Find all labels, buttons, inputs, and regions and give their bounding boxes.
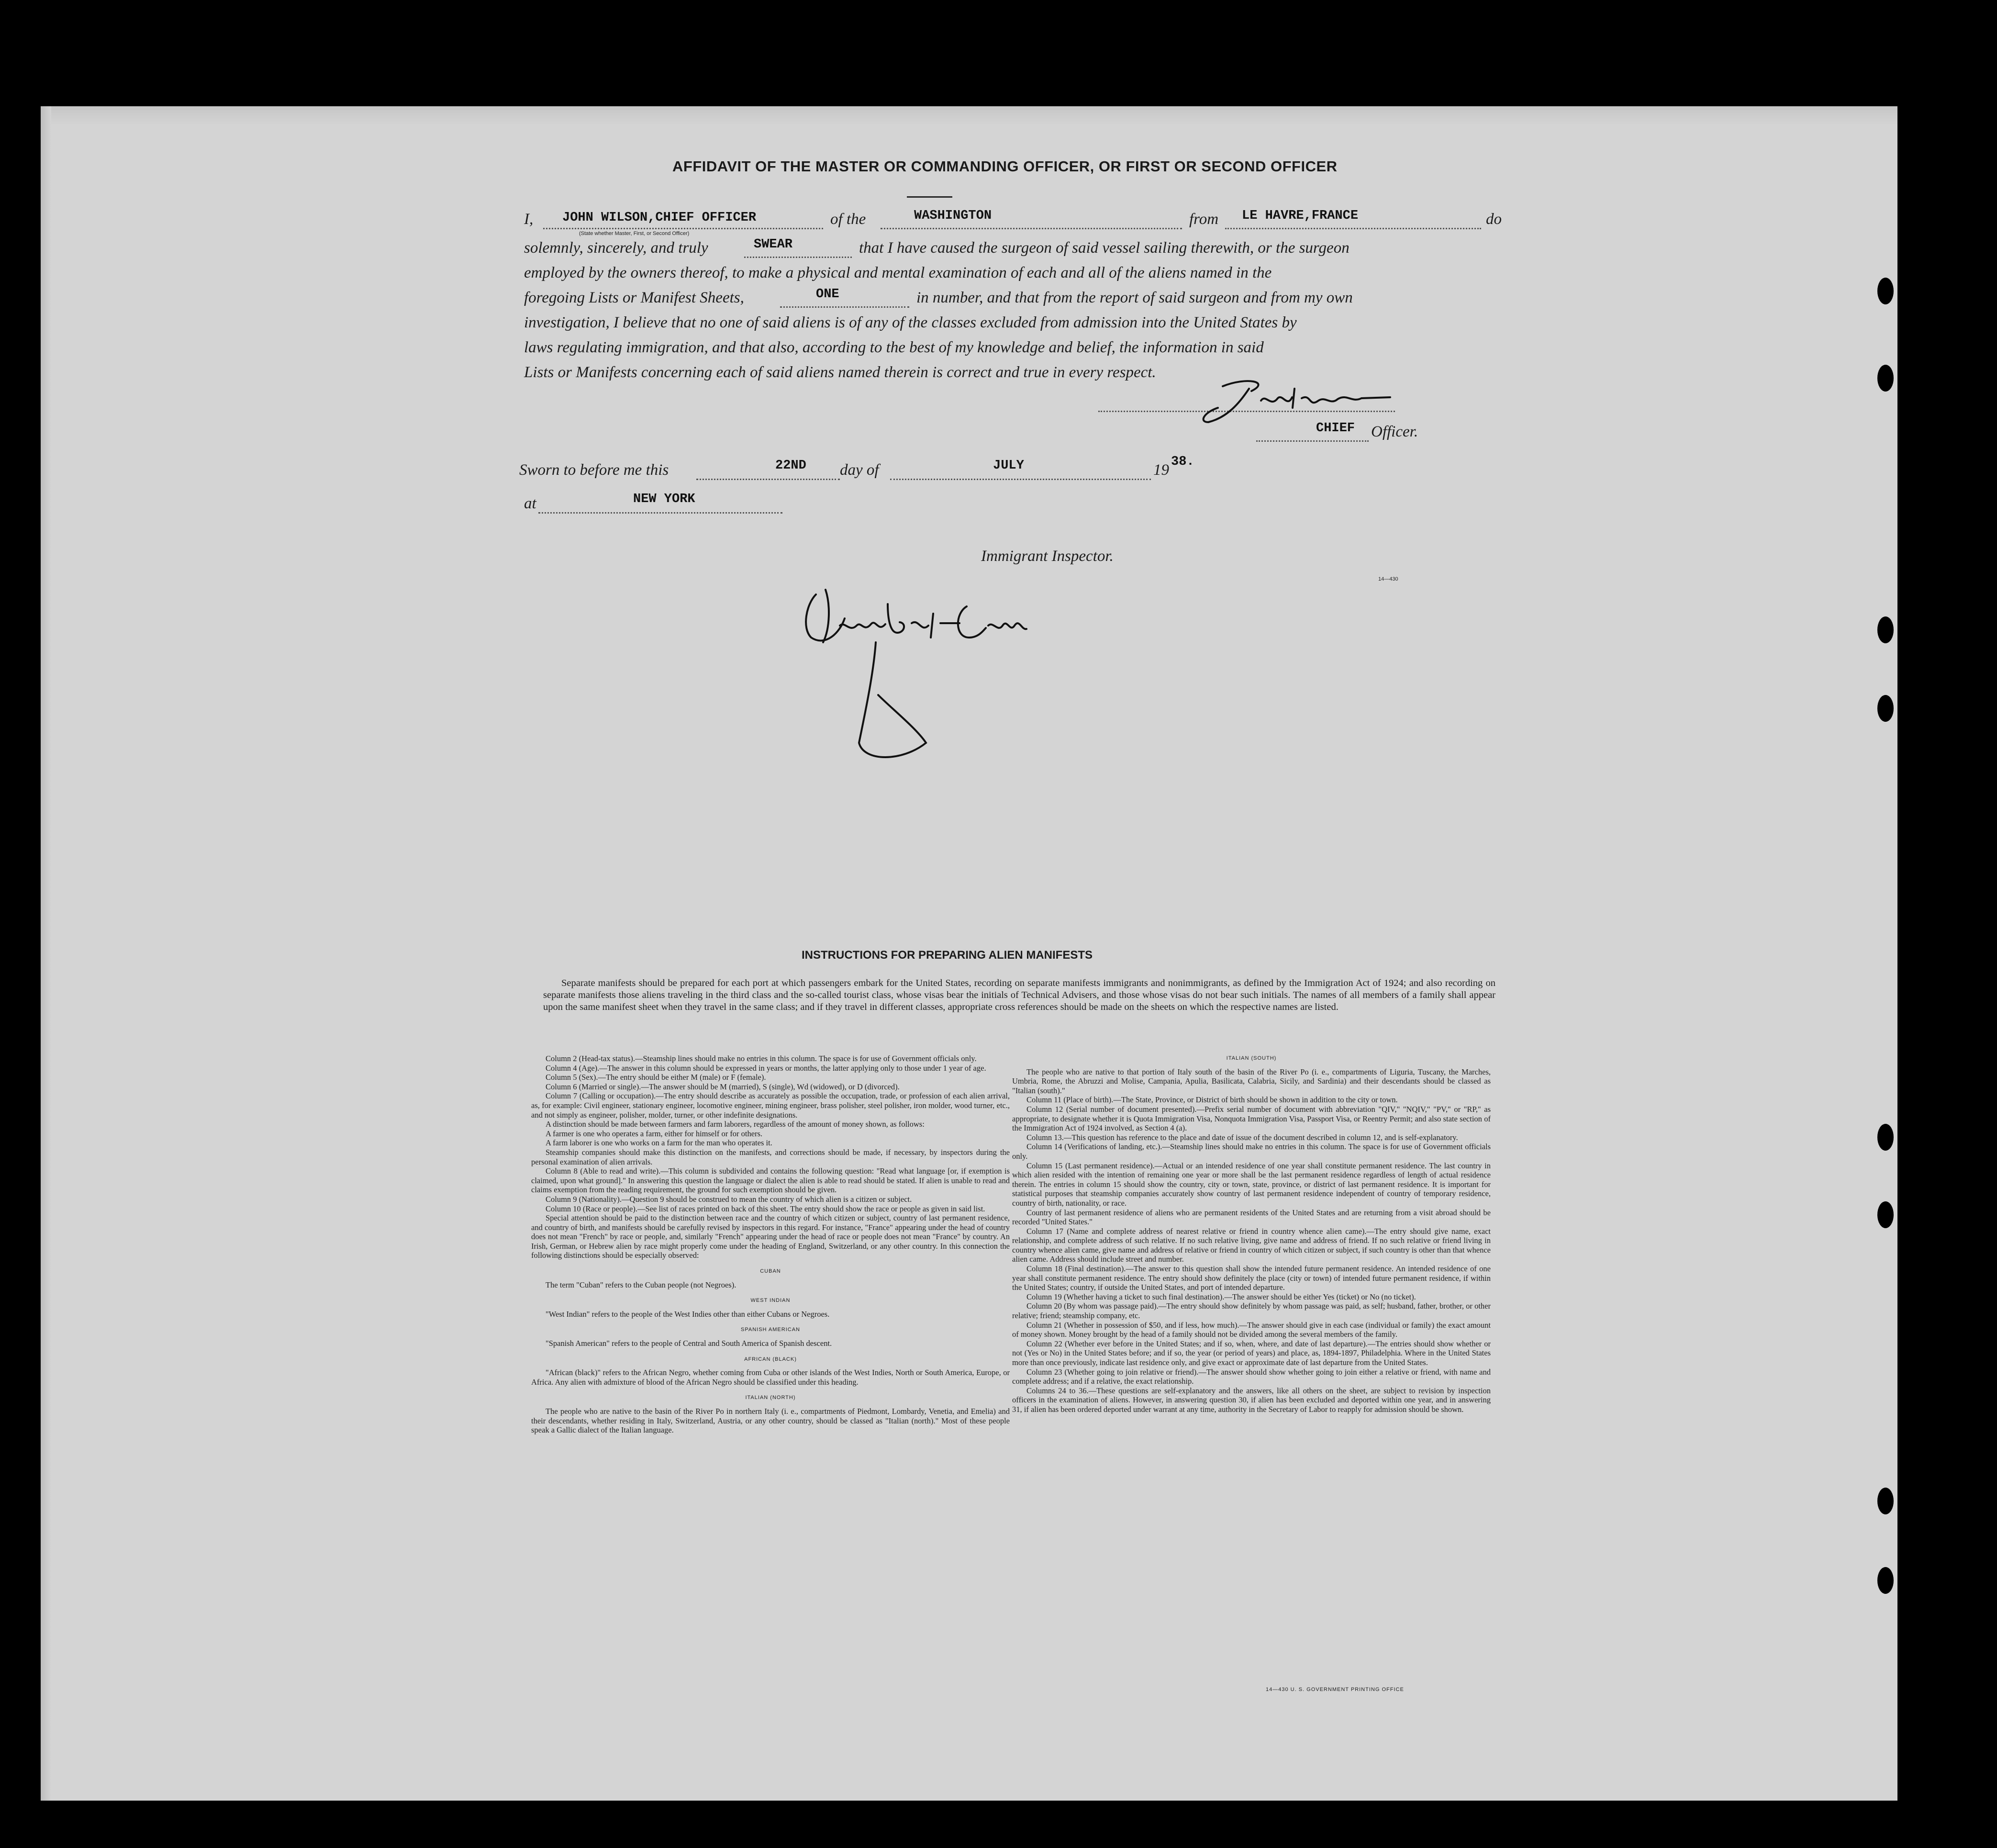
binder-hole — [1877, 1124, 1894, 1151]
section-heading-spanish-american: SPANISH AMERICAN — [741, 1327, 800, 1333]
year-prefix: 19 — [1153, 461, 1169, 479]
instruction-paragraph: Column 21 (Whether in possession of $50, and if less, how much).—The answer should give in each case (individual or family) the exact amount of money shown. Money brought by the head of a family should not be divided among the several members of the family. — [1012, 1320, 1491, 1339]
affidavit-line-3: employed by the owners thereof, to make a physical and mental examination of each and all of the aliens named in the — [524, 264, 1272, 281]
officer-signature — [1151, 374, 1395, 427]
officer-name-dots — [543, 228, 823, 229]
sworn-text-a: Sworn to before me this — [519, 461, 669, 479]
sworn-day-dots — [696, 479, 840, 480]
affidavit-line-1 — [524, 209, 1502, 236]
section-text-spanish-american: "Spanish American" refers to the people of Central and South America of Spanish descent. — [546, 1339, 832, 1348]
instruction-paragraph: Column 8 (Able to read and write).—This column is subdivided and contains the following question: "Read what language [or, if exemption is claimed, upon what ground]." In answering this question the language or dialect the alien is able to read should be stated. If alien is unable to read and claims exemption from the reading requirement, the ground for such exemption should be given. — [531, 1166, 1010, 1195]
instruction-paragraph: Column 19 (Whether having a ticket to such final destination).—The answer should be either Yes (ticket) or No (no ticket). — [1026, 1292, 1416, 1301]
instruction-paragraph: Column 20 (By whom was passage paid).—The entry should show definitely by whom passage was paid, as self; husband, father, brother, or other relative; friend; steamship company, etc. — [1012, 1301, 1491, 1321]
section-text-cuban: The term "Cuban" refers to the Cuban people (not Negroes). — [546, 1280, 736, 1289]
section-heading-cuban: CUBAN — [760, 1268, 781, 1275]
vessel-value: WASHINGTON — [914, 209, 992, 223]
rank-dots — [1256, 440, 1369, 442]
instructions-title: INSTRUCTIONS FOR PREPARING ALIEN MANIFESTS — [802, 949, 1093, 962]
year-suffix: 38. — [1171, 455, 1194, 469]
sheets-value: ONE — [816, 287, 839, 302]
binder-hole — [1877, 1567, 1894, 1594]
at-line — [524, 492, 695, 513]
officer-note: (State whether Master, First, or Second Officer) — [579, 231, 690, 236]
binder-hole — [1877, 365, 1894, 392]
affidavit-line-7: Lists or Manifests concerning each of said aliens named therein is correct and true in every respect. — [524, 364, 1156, 381]
form-code-mid: 14—430 — [1378, 576, 1398, 582]
paper-top-edge — [41, 106, 1897, 125]
instruction-paragraph: Column 17 (Name and complete address of nearest relative or friend in country whence alien came).—The entry should give name, exact relationship, and complete address of such relative. If no such relative living, give name and address of friend. If no such relative or friend living in country whence alien came, give name and address of relative or friend in country of which citizen or subject, if such country is other than that whence alien came. Address should include street and number. — [1012, 1226, 1491, 1264]
instructions-left-column — [531, 1054, 1010, 1435]
instruction-paragraph: Column 11 (Place of birth).—The State, Province, or District of birth should be shown in addition to the city or town. — [1026, 1095, 1398, 1105]
binder-hole — [1877, 616, 1894, 643]
affidavit-text-in-number: in number, and that from the report of said surgeon and from my own — [916, 289, 1353, 306]
sworn-month-dots — [890, 479, 1151, 480]
binder-hole — [1877, 1488, 1894, 1514]
instruction-paragraph: Column 23 (Whether going to join relative or friend).—The answer should show whether going to join either a relative or friend, with name and complete address; and if a relative, the exact relationship. — [1012, 1367, 1491, 1386]
instruction-paragraph: Column 4 (Age).—The answer in this column should be expressed in years or months, the latter applying only to those under 1 year of age. — [546, 1063, 986, 1073]
at-label: at — [524, 495, 536, 512]
at-place-value: NEW YORK — [633, 492, 695, 506]
affidavit-line-2 — [524, 237, 1350, 257]
affidavit-text-of-the: of the — [830, 211, 866, 228]
section-text-italian-north: The people who are native to the basin of the River Po in northern Italy (i. e., compartments of Piedmont, Lombardy, Venetia, and Emelia) and their descendants, whether residing in Italy, Switzerland, Austria, or any other country, should be classed as "Italian (north)." Most of these people speak a Gallic dialect of the Italian language. — [531, 1407, 1010, 1435]
rank-value: CHIEF — [1316, 421, 1355, 436]
port-value: LE HAVRE,FRANCE — [1242, 209, 1359, 223]
printing-office-footer: 14—430 U. S. GOVERNMENT PRINTING OFFICE — [1266, 1687, 1404, 1692]
instructions-right-column — [1012, 1054, 1491, 1414]
inspector-label: Immigrant Inspector. — [981, 548, 1114, 565]
officer-suffix: Officer. — [1371, 423, 1418, 440]
instruction-paragraph: Column 10 (Race or people).—See list of races printed on back of this sheet. The entry should show the race or people as given in said list. — [546, 1204, 985, 1213]
instruction-paragraph: Column 6 (Married or single).—The answer should be M (married), S (single), Wd (widowed), or D (divorced). — [546, 1082, 900, 1091]
affidavit-title: AFFIDAVIT OF THE MASTER OR COMMANDING OFFICER, OR FIRST OR SECOND OFFICER — [672, 158, 1338, 175]
instruction-paragraph: Country of last permanent residence of aliens who are permanent residents of the United States and are returning from a visit abroad should be recorded "United States." — [1012, 1208, 1491, 1227]
section-text-west-indian: "West Indian" refers to the people of the West Indies other than either Cubans or Negroes. — [546, 1309, 830, 1319]
affidavit-text-surgeon: that I have caused the surgeon of said vessel sailing therewith, or the surgeon — [859, 239, 1350, 257]
instruction-paragraph: Steamship companies should make this distinction on the manifests, and corrections should be made, if necessary, by inspectors during the personal examination of alien arrivals. — [531, 1147, 1010, 1166]
instruction-paragraph: A farmer is one who operates a farm, either for himself or for others. — [546, 1129, 763, 1138]
section-heading-italian-south: ITALIAN (SOUTH) — [1226, 1055, 1277, 1061]
affidavit-text-do: do — [1486, 211, 1502, 228]
oath-value: SWEAR — [754, 237, 793, 252]
affidavit-text-from: from — [1189, 211, 1219, 228]
affidavit-text-foregoing: foregoing Lists or Manifest Sheets, — [524, 289, 744, 306]
affidavit-line-5: investigation, I believe that no one of said aliens is of any of the classes excluded from admission into the United States by — [524, 314, 1297, 331]
inspector-signature — [797, 585, 1074, 767]
section-text-african: "African (black)" refers to the African Negro, whether coming from Cuba or other islands of the West Indies, North or South America, Europe, or Africa. Any alien with admixture of blood of the African Negro should be classified under this heading. — [531, 1368, 1010, 1387]
instruction-paragraph: Column 13.—This question has reference to the place and date of issue of the document described in column 12, and is self-explanatory. — [1026, 1132, 1458, 1142]
affidavit-text-i: I, — [524, 211, 534, 228]
binder-hole — [1877, 695, 1894, 722]
instruction-paragraph: Column 5 (Sex).—The entry should be either M (male) or F (female). — [546, 1073, 766, 1082]
port-dots — [1225, 228, 1481, 229]
affidavit-text-solemnly: solemnly, sincerely, and truly — [524, 239, 708, 257]
title-rule — [907, 196, 952, 198]
instruction-paragraph: Column 14 (Verifications of landing, etc.).—Steamship lines should make no entries in this column. The space is for use of Government officials only. — [1012, 1142, 1491, 1161]
sworn-month-value: JULY — [993, 459, 1024, 473]
at-place-dots — [538, 512, 782, 514]
binder-hole — [1877, 278, 1894, 304]
instruction-paragraph: Column 22 (Whether ever before in the United States; and if so, when, where, and date of last departure).—The entries should show whether or not (Yes or No) in the United States before; and if so, the year (or period of years) and place, as, 1894-1897, Philadelphia. Where in the United States more than once previously, indicate last residence only, and give exact or approximate date of last departure from the United States. — [1012, 1339, 1491, 1367]
affidavit-line-4 — [524, 287, 1353, 307]
instruction-paragraph: Columns 24 to 36.—These questions are self-explanatory and the answers, like all others on the sheet, are subject to revision by inspection officers in the examination of aliens. However, in answering question 30, if alien has been excluded and deported within one year, and in answering 31, if alien has been ordered deported under warrant at any time, authority in the Secretary of Labor to reapply for admission should be shown. — [1012, 1386, 1491, 1414]
paper-left-edge — [41, 106, 51, 1801]
oath-dots — [744, 257, 852, 258]
section-heading-african: AFRICAN (BLACK) — [744, 1356, 797, 1362]
instruction-paragraph: Column 2 (Head-tax status).—Steamship lines should make no entries in this column. The space is for use of Government officials only. — [546, 1054, 977, 1063]
instruction-paragraph: Column 18 (Final destination).—The answer to this question shall show the intended future permanent residence. An intended residence of one year shall constitute permanent residence. The entry should show definitely the place (city or town) of intended future permanent residence, if within the United States; country, if outside the United States, and port of intended departure. — [1012, 1264, 1491, 1292]
instructions-intro: Separate manifests should be prepared for each port at which passengers embark for the United States, recording on separate manifests immigrants and nonimmigrants, as defined by the Immigration Act of 1924; and also recording on separate manifests those aliens traveling in the third class and the so-called tourist class, whose visas bear the initials of Technical Advisers, and those whose visas do not bear such initials. The names of all members of a family shall appear upon the same manifest sheet when they travel in the same class; and if they travel in different classes, appropriate cross references should be made on the sheets on which the respective names are listed. — [543, 978, 1495, 1012]
vessel-dots — [881, 228, 1182, 229]
sworn-day-value: 22ND — [775, 459, 806, 473]
instruction-paragraph: Column 15 (Last permanent residence).—Actual or an intended residence of one year shall constitute permanent residence. The last country in which alien resided with the intention of remaining one year or more shall be the last permanent residence regardless of length of actual residence therein. The entries in column 15 should show the country, city or town, state, province, or district of last permanent residence. It is important for statistical purposes that steamship companies accurately show country of last permanent residence independent of country of temporary residence, country of birth, nationality, or race. — [1012, 1161, 1491, 1208]
binder-hole — [1877, 1201, 1894, 1228]
sheets-dots — [780, 306, 909, 308]
sworn-text-day-of: day of — [840, 461, 879, 479]
instruction-paragraph: Column 9 (Nationality).—Question 9 should be construed to mean the country of which alien is a citizen or subject. — [546, 1194, 912, 1204]
instruction-paragraph: A farm laborer is one who works on a farm for the man who operates it. — [546, 1138, 772, 1148]
affidavit-line-6: laws regulating immigration, and that also, according to the best of my knowledge and belief, the information in said — [524, 339, 1264, 356]
section-heading-west-indian: WEST INDIAN — [750, 1298, 791, 1304]
section-heading-italian-north: ITALIAN (NORTH) — [745, 1395, 796, 1401]
instruction-paragraph: Special attention should be paid to the distinction between race and the country of which citizen or subject, country of last permanent residence, and country of birth, and manifests should be carefully revised by inspectors in this regard. For instance, "France" appearing under the head of country does not mean "French" by race or people, and, similarly "French" appearing under the head of race or people does not mean "France" by country. An Irish, German, or Hebrew alien by race might properly come under the heading of England, Switzerland, or any other country. In this connection the following distinctions should be especially observed: — [531, 1213, 1010, 1260]
instruction-paragraph: The people who are native to that portion of Italy south of the basin of the River Po (i. e., compartments of Liguria, Tuscany, the Marches, Umbria, Rome, the Abruzzi and Molise, Campania, Apulia, Basilicata, Calabria, Sicily, and Sardinia) and their descendants should be classed as "Italian (south)." — [1012, 1067, 1491, 1095]
instruction-paragraph: A distinction should be made between farmers and farm laborers, regardless of the amount of money shown, as follows: — [546, 1120, 925, 1129]
manifest-sheet — [41, 106, 1897, 1801]
instruction-paragraph: Column 7 (Calling or occupation).—The entry should describe as accurately as possible the occupation, trade, or profession of each alien arrival, as, for example: Civil engineer, stationary engineer, locomotive engineer, mining engineer, brass polisher, steel polisher, iron molder, wood turner, etc., and not simply as engineer, polisher, molder, turner, or other indefinite designations. — [531, 1091, 1010, 1120]
officer-name-value: JOHN WILSON,CHIEF OFFICER — [562, 211, 757, 225]
sworn-line — [519, 455, 1194, 479]
instruction-paragraph: Column 12 (Serial number of document presented).—Prefix serial number of document with abbreviation "QIV," "NQIV," "PV," or "RP," as appropriate, to designate whether it is Quota Immigration Visa, Nonquota Immigration Visa, Passport Visa, or Reentry Permit; and also state section of the Immigration Act of 1924 involved, as Section 4 (a). — [1012, 1104, 1491, 1133]
